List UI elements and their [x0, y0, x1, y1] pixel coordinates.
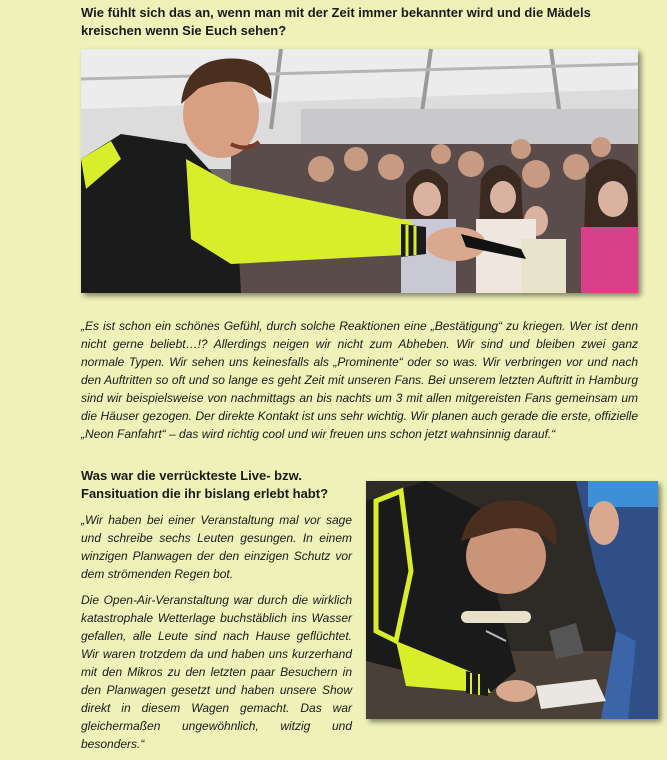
autograph-photo [366, 481, 658, 719]
interview-answer-1: „Es ist schon ein schönes Gefühl, durch solche Reaktionen eine „Bestätigung“ zu kriegen. Wer ist denn nicht gerne beliebt…!? Allerdings neigen wir nicht zum Abheben. Wir sind und bleiben zwei ganz normale Typen. Wir sehen uns keinesfalls als „Prominente“ oder so was. Wir verbringen vor und nach den Auftritten so oft und so lange es geht Zeit mit unseren Fans. Bei unserem letzten Auftritt in Hamburg sind wir beispielsweise von nachmittags an bis nachts um 3 mit allen mitgereisten Fans gemeinsam um die Häuser gezogen. Der direkte Kontakt ist uns sehr wichtig. Wir planen auch gerade die erste, offizielle „Neon Fanfahrt“ – das wird richtig cool und wir freuen uns schon jetzt wahnsinnig darauf.“ [81, 319, 638, 441]
interview-question-1: Wie fühlt sich das an, wenn man mit der Zeit immer bekannter wird und die Mädels kreischen wenn Sie Euch sehen? [81, 5, 591, 38]
interview-answer-2-paragraph-1: „Wir haben bei einer Veranstaltung mal vor sage und schreibe sechs Leuten gesungen. In einem winzigen Planwagen der den einzigen Schutz vor dem strömenden Regen bot. [81, 513, 352, 581]
interview-question-2: Was war die verrückteste Live- bzw. Fansituation die ihr bislang erlebt habt? [81, 468, 329, 501]
concert-crowd-photo [81, 49, 638, 293]
concert-crowd-illustration [81, 49, 638, 293]
interview-answer-2-paragraph-2: Die Open-Air-Veranstaltung war durch die wirklich katastrophale Wetterlage buchstäblich ins Wasser gefallen, alle Leute sind nach Hause geflüchtet. Wir waren trotzdem da und haben uns kurzerhand mit den Mikros zu den letzten paar Besuchern in den Planwagen gesetzt und haben unsere Show direkt in diesem Wagen gemacht. Das war gleichermaßen ungewöhnlich, witzig und besonders.“ [81, 593, 352, 751]
autograph-illustration [366, 481, 658, 719]
